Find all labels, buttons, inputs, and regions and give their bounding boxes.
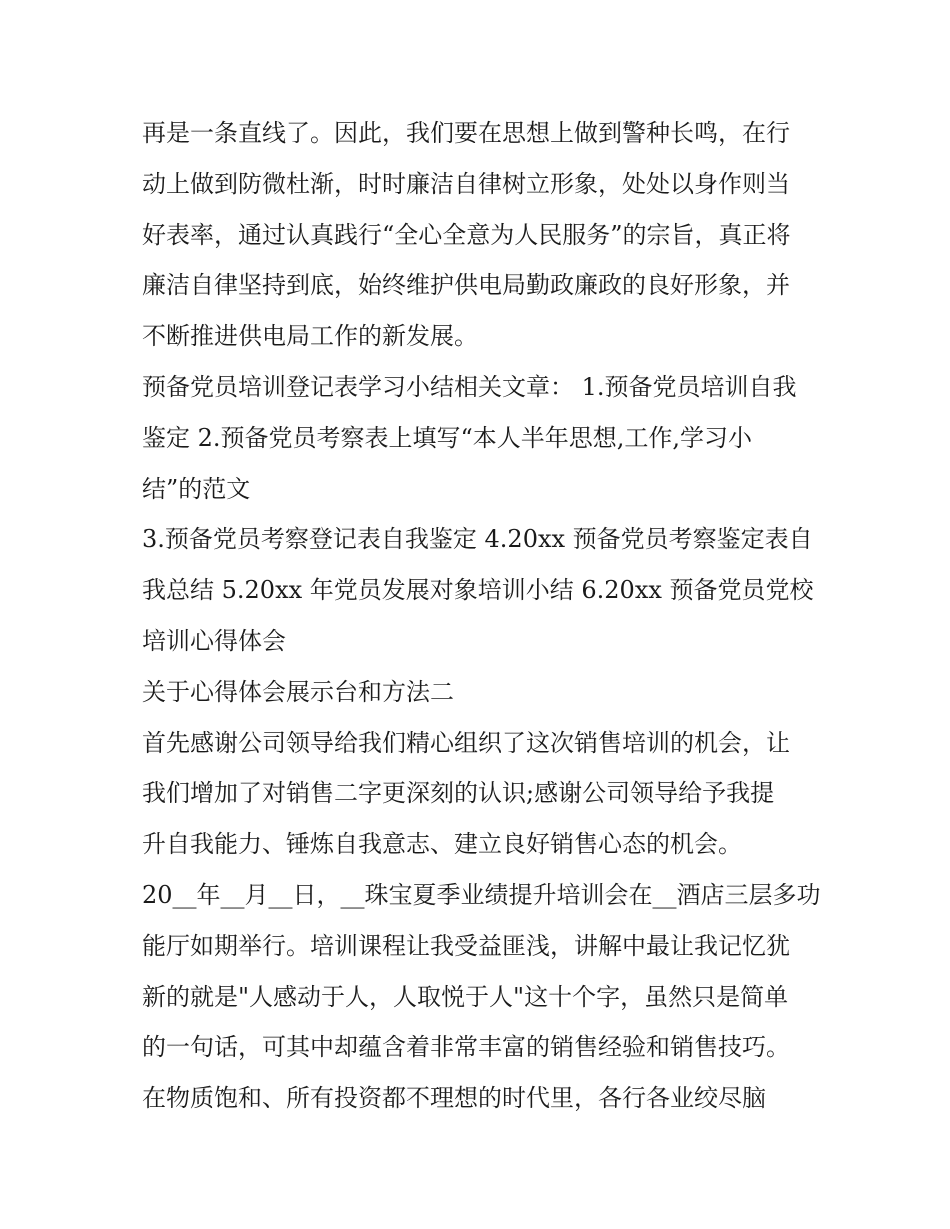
- text-line: 我们增加了对销售二字更深刻的认识;感谢公司领导给予我提: [142, 779, 775, 808]
- text-line: 再是一条直线了。因此，我们要在思想上做到警种长鸣，在行: [142, 119, 790, 147]
- text-line: 升自我能力、锤炼自我意志、建立良好销售心态的机会。: [142, 830, 742, 859]
- text-line: 好表率，通过认真践行“全心全意为人民服务”的宗旨，真正将: [142, 220, 791, 249]
- text-line: 能厅如期举行。培训课程让我受益匪浅，讲解中最让我记忆犹: [142, 931, 790, 960]
- text-line: 结”的范文: [142, 474, 251, 503]
- text-line: 培训心得体会: [142, 626, 286, 655]
- text-line: 我总结 5.20xx 年党员发展对象培训小结 6.20xx 预备党员党校: [142, 576, 814, 605]
- document-body: [142, 108, 822, 1124]
- text-line: 动上做到防微杜渐，时时廉洁自律树立形象，处处以身作则当: [142, 169, 790, 198]
- text-line: 的一句话，可其中却蕴含着非常丰富的销售经验和销售技巧。: [142, 1033, 790, 1062]
- text-line: 在物质饱和、所有投资都不理想的时代里，各行各业绞尽脑: [142, 1084, 766, 1113]
- text-line: 新的就是"人感动于人，人取悦于人"这十个字，虽然只是简单: [142, 982, 789, 1011]
- text-line: 预备党员培训登记表学习小结相关文章： 1.预备党员培训自我: [142, 372, 797, 401]
- text-line: 廉洁自律坚持到底，始终维护供电局勤政廉政的良好形象，并: [142, 271, 790, 300]
- text-line: 不断推进供电局工作的新发展。: [142, 322, 478, 351]
- text-line: 首先感谢公司领导给我们精心组织了这次销售培训的机会，让: [142, 728, 790, 757]
- section-heading: 关于心得体会展示台和方法二: [142, 677, 454, 706]
- text-line: 3.预备党员考察登记表自我鉴定 4.20xx 预备党员考察鉴定表自: [142, 525, 813, 554]
- text-line: 20__年__月__日，__珠宝夏季业绩提升培训会在__酒店三层多功: [142, 880, 821, 909]
- text-line: 鉴定 2.预备党员考察表上填写“本人半年思想,工作,学习小: [142, 423, 753, 452]
